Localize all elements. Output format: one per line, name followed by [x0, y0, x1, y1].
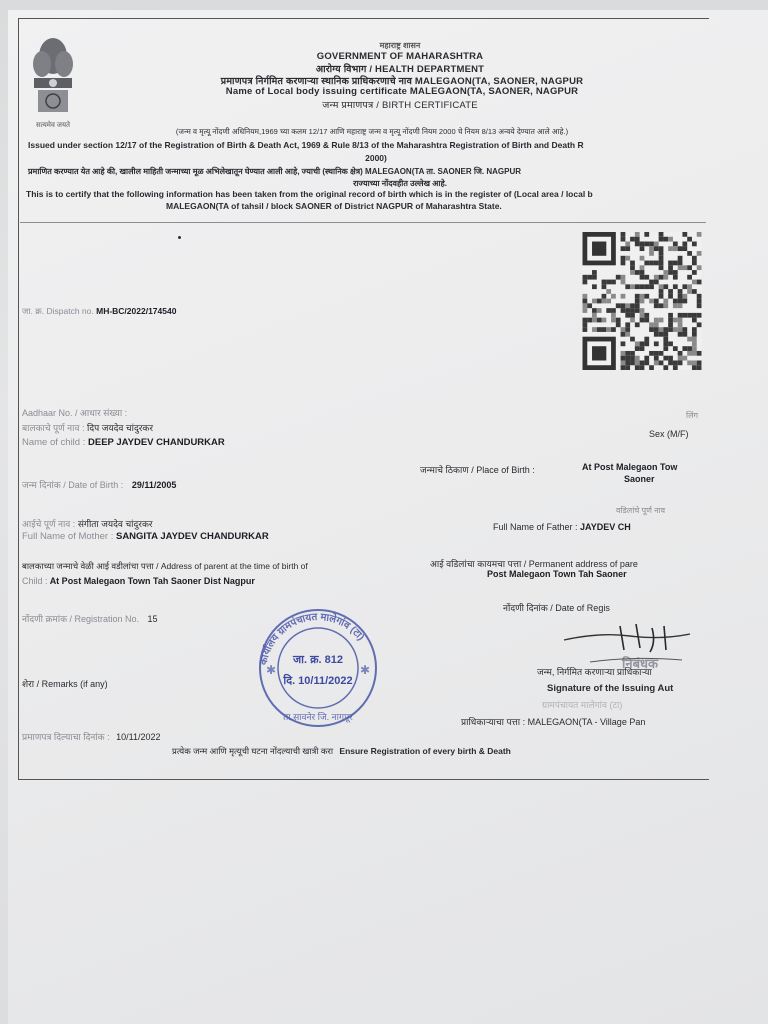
mother-marathi-row [22, 517, 153, 530]
father-marathi-label: वडिलांचे पूर्ण नाव [616, 506, 666, 515]
sex-marathi: लिंग [686, 411, 698, 420]
mother-row [22, 531, 269, 542]
seal-date-line: दि. 10/11/2022 [283, 675, 353, 687]
address-at-birth-label-2: Child : [22, 576, 48, 586]
svg-text:✱: ✱ [266, 663, 277, 677]
authority-address-row [461, 715, 645, 728]
registration-label: नोंदणी क्रमांक / Registration No. [22, 614, 140, 624]
aadhaar-label: Aadhaar No. / आधार संख्या : [22, 408, 128, 418]
address-at-birth-label: बालकाच्या जन्माचे वेळी आई वडीलांचा पत्ता / Address of parent at the time of birth of [22, 561, 308, 571]
seal-dispatch-line: जा. क्र. 812 [292, 654, 344, 666]
place-of-birth-label: जन्माचे ठिकाण / Place of Birth : [420, 465, 535, 475]
place-of-birth-cont: Saoner [624, 474, 655, 484]
issue-date-label: प्रमाणपत्र दिल्याचा दिनांक : [22, 732, 110, 742]
address-at-birth-row [22, 576, 255, 586]
mother-label: Full Name of Mother : [22, 531, 114, 542]
dob-row [22, 478, 176, 491]
mother-name: SANGITA JAYDEV CHANDURKAR [115, 531, 269, 542]
child-name-label: Name of child : [22, 437, 86, 448]
office-seal-stamp [244, 606, 392, 730]
certify-english: This is to certify that the following information has been taken from the original record of birth which is in the register of (Local area / local b [26, 189, 593, 199]
header-divider [20, 222, 706, 223]
permanent-address: Post Malegaon Town Tah Saoner [487, 569, 627, 579]
certify-marathi: प्रमाणित करण्यात येत आहे की, खालील माहिती जन्माच्या मूळ अभिलेखातून घेण्यात आली आहे, ज्याची (स्थानिक क्षेत्र) MALEGAON(TA ता. SAONER जि. NAGPUR [28, 167, 522, 176]
act-marathi: (जन्म व मृत्यू नोंदणी अधिनियम,1969 च्या कलम 12/17 आणि महाराष्ट्र जन्म व मृत्यू नोंदणी नियम 2000 चे नियम 8/13 अन्वये देण्यात आले आहे.) [175, 127, 569, 136]
signature-label: Signature of the Issuing Aut [547, 683, 674, 694]
address-at-birth: At Post Malegaon Town Tah Saoner Dist Nagpur [49, 576, 255, 586]
local-body-marathi: प्रमाणपत्र निर्गमित करणाऱ्या स्थानिक प्राधिकरणाचे नाव MALEGAON(TA, SAONER, NAGPUR [220, 76, 584, 87]
signature-stamp-text: निबंधक [622, 656, 658, 671]
mother-marathi-label: आईचे पूर्ण नाव : [22, 519, 76, 529]
child-name-marathi: दिप जयदेव चांदुरकर [87, 423, 154, 433]
child-name-row [22, 437, 225, 448]
footer-slogan-marathi: प्रत्येक जन्म आणि मृत्यूची घटना नोंदल्याची खात्री करा [172, 746, 334, 756]
seal-ring-text: कार्यालय ग्रामपंचायत मालेगांव (टा) [258, 611, 367, 667]
state-emblem-icon [24, 34, 82, 132]
local-body: Name of Local body issuing certificate MALEGAON(TA, SAONER, NAGPUR [225, 86, 579, 97]
dob-label: जन्म दिनांक / Date of Birth : [22, 480, 124, 490]
dob-value: 29/11/2005 [131, 480, 177, 490]
issue-date-row [22, 730, 161, 743]
child-name: DEEP JAYDEV CHANDURKAR [88, 437, 225, 448]
act-english: Issued under section 12/17 of the Registration of Birth & Death Act, 1969 & Rule 8/13 of the Maharashtra Registration of Birth and Death R [28, 140, 584, 150]
dispatch-number: MH-BC/2022/174540 [96, 306, 177, 316]
signature-marathi: जन्म, निर्गमित करणाऱ्या प्राधिकाऱ्या [537, 667, 652, 677]
father-row [493, 522, 631, 532]
seal-bottom-text: ता.सावनेर जि. नागपूर [283, 712, 353, 722]
dispatch-line [22, 306, 176, 317]
qr-code-icon [582, 232, 702, 370]
child-name-marathi-row [22, 421, 153, 434]
certificate-title: जन्म प्रमाणपत्र / BIRTH CERTIFICATE [322, 100, 478, 111]
department: आरोग्य विभाग / HEALTH DEPARTMENT [315, 64, 485, 75]
mother-marathi: संगीता जयदेव चांदुरकर [77, 519, 153, 529]
father-name: JAYDEV CH [580, 522, 631, 532]
child-name-marathi-label: बालकाचे पूर्ण नाव : [22, 423, 85, 433]
footer-slogan-row [172, 746, 511, 757]
registration-row [22, 612, 158, 625]
father-label: Full Name of Father : [493, 522, 578, 532]
emblem-caption: सत्यमेव जयते [35, 122, 71, 129]
remarks-label: शेरा / Remarks (if any) [22, 679, 108, 689]
act-english-cont: 2000) [365, 153, 387, 163]
govt-marathi: महाराष्ट्र शासन [379, 41, 421, 50]
certify-english-cont: MALEGAON(TA of tahsil / block SAONER of District NAGPUR of Maharashtra State. [166, 201, 502, 211]
issue-date: 10/11/2022 [116, 732, 161, 742]
place-of-birth: At Post Malegaon Tow [582, 462, 678, 472]
signature-stamp-sub: ग्रामपंचायत मालेगांव (टा) [542, 700, 623, 710]
dispatch-label: जा. क्र. Dispatch no. [22, 306, 94, 316]
govt-title: GOVERNMENT OF MAHARASHTRA [316, 51, 484, 62]
certify-marathi-cont: राज्याच्या नोंदवहीत उल्लेख आहे. [353, 179, 447, 188]
footer-slogan: Ensure Registration of every birth & Death [339, 746, 511, 756]
authority-address: MALEGAON(TA - Village Pan [527, 717, 646, 727]
dot-mark [178, 236, 181, 239]
date-of-registration-label: नोंदणी दिनांक / Date of Regis [503, 603, 610, 613]
authority-address-label: प्राधिकाऱ्याचा पत्ता : [461, 717, 526, 727]
sex-label: Sex (M/F) [649, 429, 689, 439]
permanent-address-label: आई वडिलांचा कायमचा पत्ता / Permanent address of pare [430, 559, 638, 569]
svg-text:✱: ✱ [360, 663, 371, 677]
registration-number: 15 [147, 614, 158, 624]
